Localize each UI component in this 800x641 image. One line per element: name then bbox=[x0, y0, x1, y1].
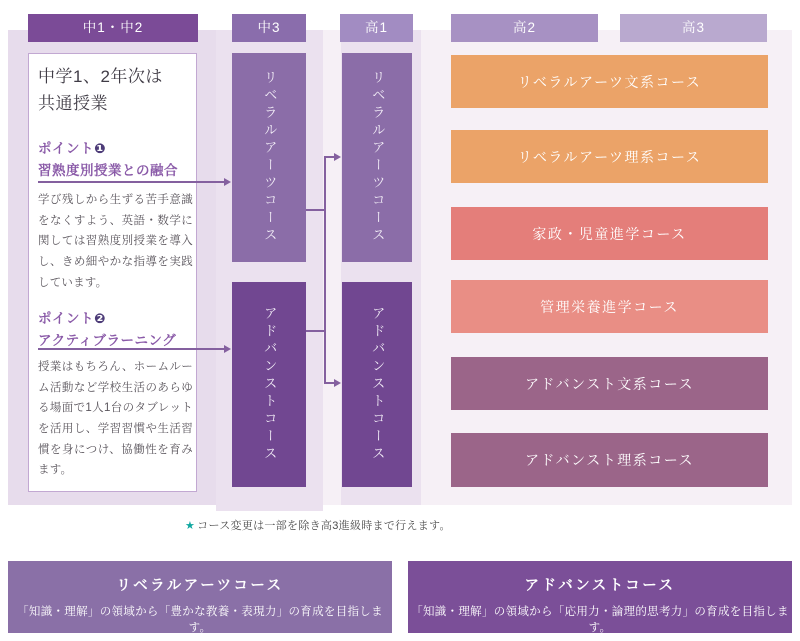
point2-arrow-line bbox=[38, 348, 225, 350]
info-box-title-line2: 共通授業 bbox=[38, 93, 108, 113]
course-bar-liberal-bunkei: リベラルアーツ文系コース bbox=[451, 55, 768, 108]
header-chu1-chu2: 中1・中2 bbox=[28, 14, 198, 42]
point2-heading: アクティブラーニング bbox=[38, 333, 177, 348]
kou1-advanced-arrowhead-icon bbox=[334, 379, 341, 387]
chu3-advanced-bar bbox=[232, 282, 306, 487]
point2-number-badge: ❷ bbox=[94, 311, 106, 326]
point1-arrowhead-icon bbox=[224, 178, 231, 186]
connector-advanced-stub bbox=[306, 330, 326, 332]
advanced-summary-title: アドバンストコース bbox=[524, 578, 676, 594]
liberal-arts-summary-desc: 「知識・理解」の領域から「豊かな教養・表現力」の育成を目指します。 bbox=[17, 606, 383, 634]
header-kou3: 高3 bbox=[620, 14, 767, 42]
liberal-arts-summary-title: リベラルアーツコース bbox=[116, 578, 284, 594]
course-bar-liberal-rikei: リベラルアーツ理系コース bbox=[451, 130, 768, 183]
kou1-liberal-arrowhead-icon bbox=[334, 153, 341, 161]
advanced-summary-box bbox=[408, 561, 792, 633]
footnote-text: コース変更は一部を除き高3進級時まで行えます。 bbox=[197, 520, 451, 532]
header-chu3: 中3 bbox=[232, 14, 306, 42]
info-box-title-line1: 中学1、2年次は bbox=[38, 67, 163, 86]
star-icon: ★ bbox=[185, 520, 196, 532]
header-kou1: 高1 bbox=[340, 14, 413, 42]
point1-number-badge: ❶ bbox=[94, 141, 106, 156]
kou1-liberal-arts-bar bbox=[342, 53, 412, 262]
connector-liberal-stub bbox=[306, 209, 326, 211]
course-bar-advanced-bunkei: アドバンスト文系コース bbox=[451, 357, 768, 410]
point2-label bbox=[38, 307, 106, 327]
chu3-liberal-arts-bar bbox=[232, 53, 306, 262]
point2-body: 授業はもちろん、ホームルーム活動など学校生活のあらゆる場面で1人1台のタブレットを活用し、学習習慣や生活習慣を身につけ、協働性を育みます。 bbox=[38, 361, 193, 477]
kou1-advanced-label: アドバンストコース bbox=[369, 305, 385, 464]
point2-arrowhead-icon bbox=[224, 345, 231, 353]
header-kou2: 高2 bbox=[451, 14, 598, 42]
info-box-title bbox=[38, 64, 190, 118]
kou1-liberal-arts-label: リベラルアーツコース bbox=[369, 70, 385, 245]
chu3-advanced-label: アドバンストコース bbox=[261, 305, 277, 464]
course-bar-kanri-eiyo: 管理栄養進学コース bbox=[451, 280, 768, 333]
point1-arrow-line bbox=[38, 181, 225, 183]
course-bar-kasei-jido: 家政・児童進学コース bbox=[451, 207, 768, 260]
advanced-summary-desc: 「知識・理解」の領域から「応用力・論理的思考力」の育成を目指します。 bbox=[411, 606, 789, 634]
point1-body: 学び残しから生ずる苦手意識をなくすよう、英語・数学に関しては習熟度別授業を導入し、きめ細やかな指導を実践しています。 bbox=[38, 194, 193, 289]
point1-label bbox=[38, 137, 106, 157]
connector-vertical-line bbox=[324, 156, 326, 384]
point1-heading: 習熟度別授業との融合 bbox=[38, 163, 178, 178]
course-bar-advanced-rikei: アドバンスト理系コース bbox=[451, 433, 768, 487]
kou1-advanced-bar bbox=[342, 282, 412, 487]
footnote bbox=[185, 517, 451, 533]
point1-label-text: ポイント bbox=[38, 141, 94, 156]
chu3-liberal-arts-label: リベラルアーツコース bbox=[261, 70, 277, 245]
point2-label-text: ポイント bbox=[38, 311, 94, 326]
liberal-arts-summary-box bbox=[8, 561, 392, 633]
